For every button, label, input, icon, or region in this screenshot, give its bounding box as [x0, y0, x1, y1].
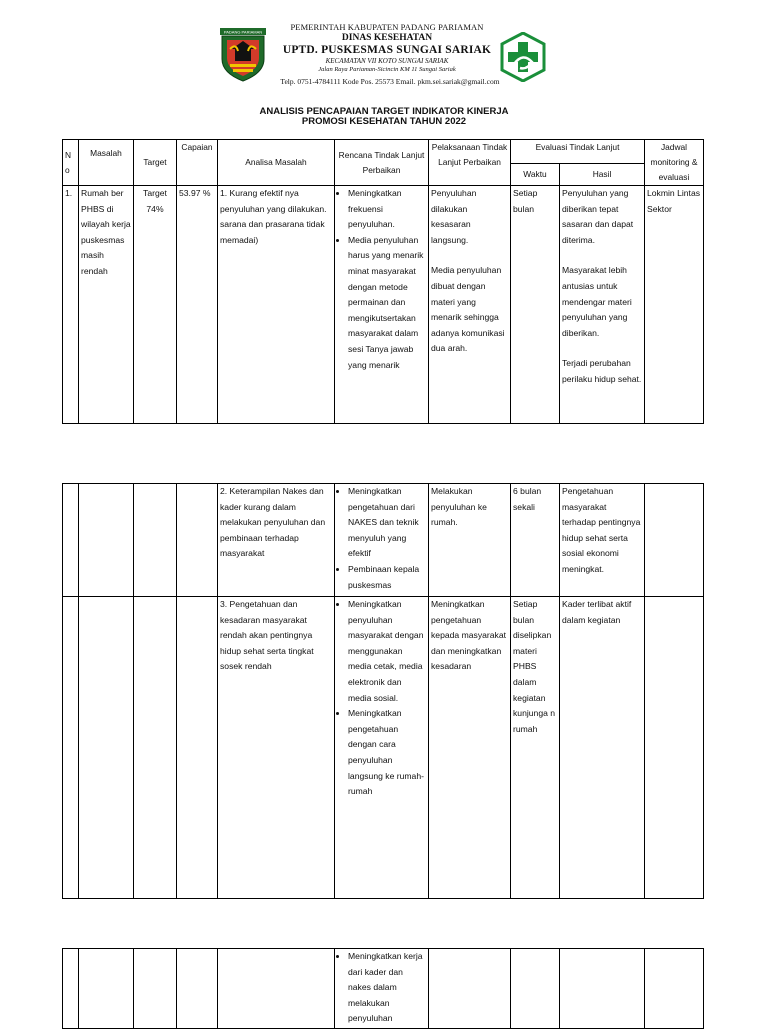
list-item: • Meningkatkan penyuluhan masyarakat dengan menggunakan media cetak, media elektronik dan media sosial.: [348, 597, 426, 706]
row1-masalah: Rumah ber PHBS di wilayah kerja puskesmas masih rendah: [79, 186, 134, 424]
header-jadwal: Jadwal monitoring & evaluasi: [645, 140, 704, 186]
header-target: Target: [134, 140, 177, 186]
list-item: • Meningkatkan pengetahuan dari NAKES dan teknik menyuluh yang efektif: [348, 484, 426, 562]
header-evaluasi: Evaluasi Tindak Lanjut: [511, 140, 645, 164]
letterhead-government: PEMERINTAH KABUPATEN PADANG PARIAMAN: [290, 22, 484, 32]
row2-hasil: Pengetahuan masyarakat terhadap pentingnya hidup sehat serta sosial ekonomi meningkat.: [560, 484, 645, 597]
regency-logo: [218, 27, 268, 82]
row2-waktu: 6 bulan sekali: [511, 484, 560, 597]
analysis-table-page-3: [62, 948, 704, 1029]
row1-jadwal: Lokmin Lintas Sektor: [645, 186, 704, 424]
puskesmas-logo-icon: [500, 32, 546, 82]
row1-target: Target 74%: [134, 186, 177, 424]
header-capaian: Capaian: [177, 140, 218, 186]
header-waktu: Waktu: [511, 164, 560, 186]
paragraph: Masyarakat lebih antusias untuk mendengar materi penyuluhan yang diberikan.: [562, 265, 632, 338]
row1-hasil: [560, 186, 645, 424]
document-title: ANALISIS PENCAPAIAN TARGET INDIKATOR KINERJA: [259, 106, 509, 117]
header-hasil: Hasil: [560, 164, 645, 186]
list-item: • Media penyuluhan harus yang menarik minat masyarakat dengan metode permainan dan mengikutsertakan masyarakat dalam sesi Tanya jawab yang menarik: [348, 233, 426, 373]
paragraph: Penyuluhan dilakukan kesasaran langsung.: [431, 188, 477, 245]
letterhead-puskesmas: UPTD. PUSKESMAS SUNGAI SARIAK: [282, 44, 492, 56]
row3-analisa: 3. Pengetahuan dan kesadaran masyarakat rendah akan pentingnya hidup sehat serta tingkat sosek rendah: [218, 597, 335, 899]
list-item: • Meningkatkan frekuensi penyuluhan.: [348, 186, 426, 233]
header-pelaksanaan: Pelaksanaan Tindak Lanjut Perbaikan: [429, 140, 511, 186]
header-no: N o: [63, 140, 79, 186]
row2-analisa: 2. Keterampilan Nakes dan kader kurang dalam melakukan penyuluhan dan pembinaan terhadap masyarakat: [218, 484, 335, 597]
row3-hasil: Kader terlibat aktif dalam kegiatan: [560, 597, 645, 899]
document-subtitle: PROMOSI KESEHATAN TAHUN 2022: [301, 116, 467, 127]
list-item: • Pembinaan kepala puskesmas: [348, 562, 426, 593]
row4-rencana: [335, 949, 429, 1029]
analysis-table-page-2: [62, 483, 704, 899]
analysis-table-page-1: [62, 139, 704, 424]
letterhead-contact: Telp. 0751-4784111 Kode Pos. 25573 Email. pkm.sei.sariak@gmail.com: [280, 77, 500, 86]
row2-rencana: [335, 484, 429, 597]
list-item: • Meningkatkan kerja dari kader dan nakes dalam melakukan penyuluhan: [348, 949, 426, 1027]
paragraph: Media penyuluhan dibuat dengan materi yang menarik sehingga adanya komunikasi dua arah.: [431, 265, 505, 354]
letterhead: [262, 22, 512, 74]
row1-waktu: Setiap bulan: [511, 186, 560, 424]
letterhead-agency: DINAS KESEHATAN: [341, 33, 433, 43]
row3-waktu: Setiap bulan diselipkan materi PHBS dalam kegiatan kunjunga n rumah: [511, 597, 560, 899]
row1-no: 1.: [63, 186, 79, 424]
letterhead-district: KECAMATAN VII KOTO SUNGAI SARIAK: [325, 57, 449, 65]
list-item: • Meningkatkan pengetahuan dengan cara penyuluhan langsung ke rumah-rumah: [348, 706, 426, 800]
header-masalah: Masalah: [79, 140, 134, 186]
paragraph: Terjadi perubahan perilaku hidup sehat.: [562, 358, 642, 384]
header-analisa: Analisa Masalah: [218, 140, 335, 186]
row2-pelaksanaan: Melakukan penyuluhan ke rumah.: [429, 484, 511, 597]
paragraph: Penyuluhan yang diberikan tepat sasaran dan dapat diterima.: [562, 188, 634, 245]
row3-pelaksanaan: Meningkatkan pengetahuan kepada masyarakat dan meningkatkan kesadaran: [429, 597, 511, 899]
letterhead-address: Jalan Raya Pariaman-Sicincin KM 11 Sungai Sariak: [318, 66, 456, 73]
svg-text:PADANG PARIAMAN: PADANG PARIAMAN: [223, 29, 263, 35]
row1-pelaksanaan: [429, 186, 511, 424]
row1-rencana: [335, 186, 429, 424]
row1-capaian: 53.97 %: [177, 186, 218, 424]
header-rencana: Rencana Tindak Lanjut Perbaikan: [335, 140, 429, 186]
row1-analisa: 1. Kurang efektif nya penyuluhan yang dilakukan. sarana dan prasarana tidak memadai): [218, 186, 335, 424]
row3-rencana: [335, 597, 429, 899]
